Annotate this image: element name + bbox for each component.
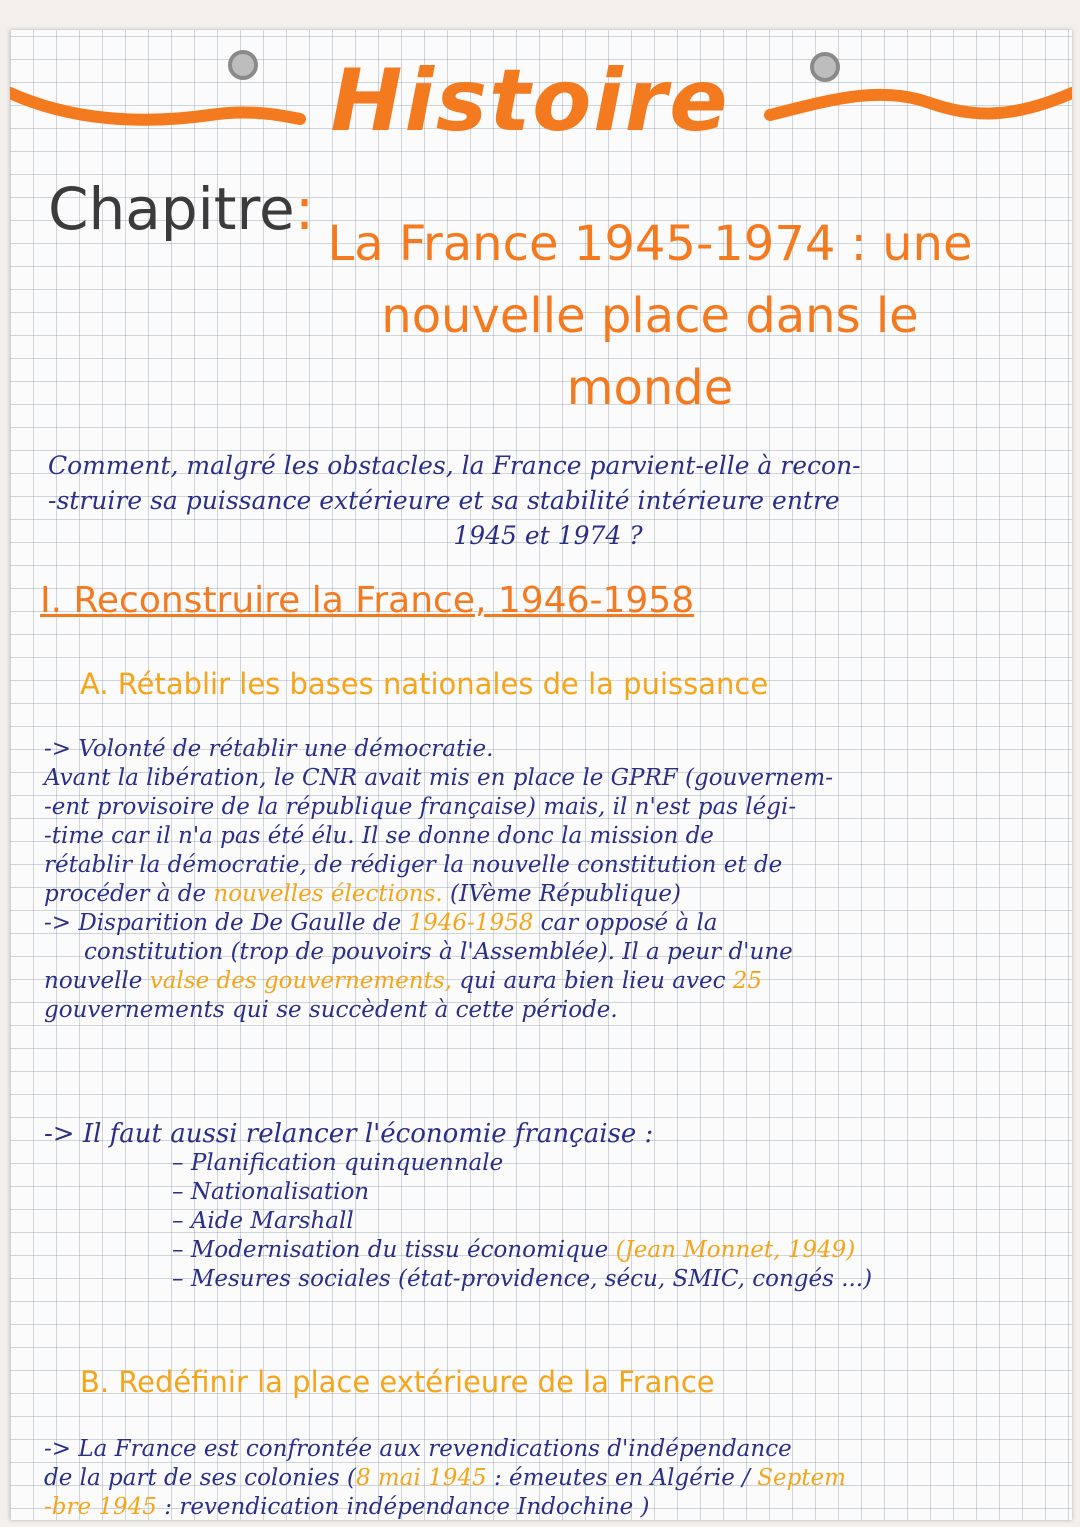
subsection-b-text: -> La France est confrontée aux revendications d'indépendance de la part de ses colonies (8 mai 1945 : émeutes en Algérie / Septem -bre 1945 : revendication indépendance Indochine ) [44, 1436, 846, 1520]
economy-text: -> Il faut aussi relancer l'économie française : – Planification quinquennale – Nationalisation – Aide Marshall – Modernisation du tissu économique (Jean Monnet, 1949) – Mesures sociales (état-providence, sécu, SMIC, congés ...) [44, 1120, 1044, 1294]
list-item: – Aide Marshall [172, 1207, 1044, 1236]
page-title: Histoire [330, 51, 730, 151]
subsection-a-text: -> Volonté de rétablir une démocratie. Avant la libération, le CNR avait mis en place le GPRF (gouvernem- -ent provisoire de la république française) mais, il n'est pas légi- -time car il n'a pas été élu. Il se donne donc la mission de rétablir la démocratie, de rédiger la nouvelle constitution et de procéder à de nouvelles élections. (IVème République) -> Disparition de De Gaulle de 1946-1958 car opposé à la constitution (trop de pouvoirs à l'Assemblée). Il a peur d'une nouvelle valse des gouvernements, qui aura bien lieu avec 25 gouvernements qui se succèdent à cette période. [44, 736, 834, 1023]
subsection-a-heading: A. Rétablir les bases nationales de la puissance [80, 667, 769, 701]
list-item: – Nationalisation [172, 1178, 1044, 1207]
binder-hole-right [810, 52, 840, 82]
binder-hole-left [228, 50, 258, 80]
chapter-label: Chapitre: [48, 175, 315, 243]
economic-measures-list [44, 1149, 1044, 1294]
notebook-page [10, 30, 1072, 1520]
problematic-question: Comment, malgré les obstacles, la France parvient-elle à recon- -struire sa puissance extérieure et sa stabilité intérieure entre 1945 et 1974 ? [48, 451, 861, 550]
list-item: – Mesures sociales (état-providence, sécu, SMIC, congés ...) [172, 1265, 1044, 1294]
chapter-title: La France 1945-1974 : une nouvelle place dans le monde [327, 216, 973, 416]
list-item: – Planification quinquennale [172, 1149, 1044, 1178]
section-1-heading: I. Reconstruire la France, 1946-1958 [40, 580, 695, 621]
list-item: – Modernisation du tissu économique (Jean Monnet, 1949) [172, 1236, 1044, 1265]
subsection-b-heading: B. Redéfinir la place extérieure de la France [80, 1365, 715, 1399]
